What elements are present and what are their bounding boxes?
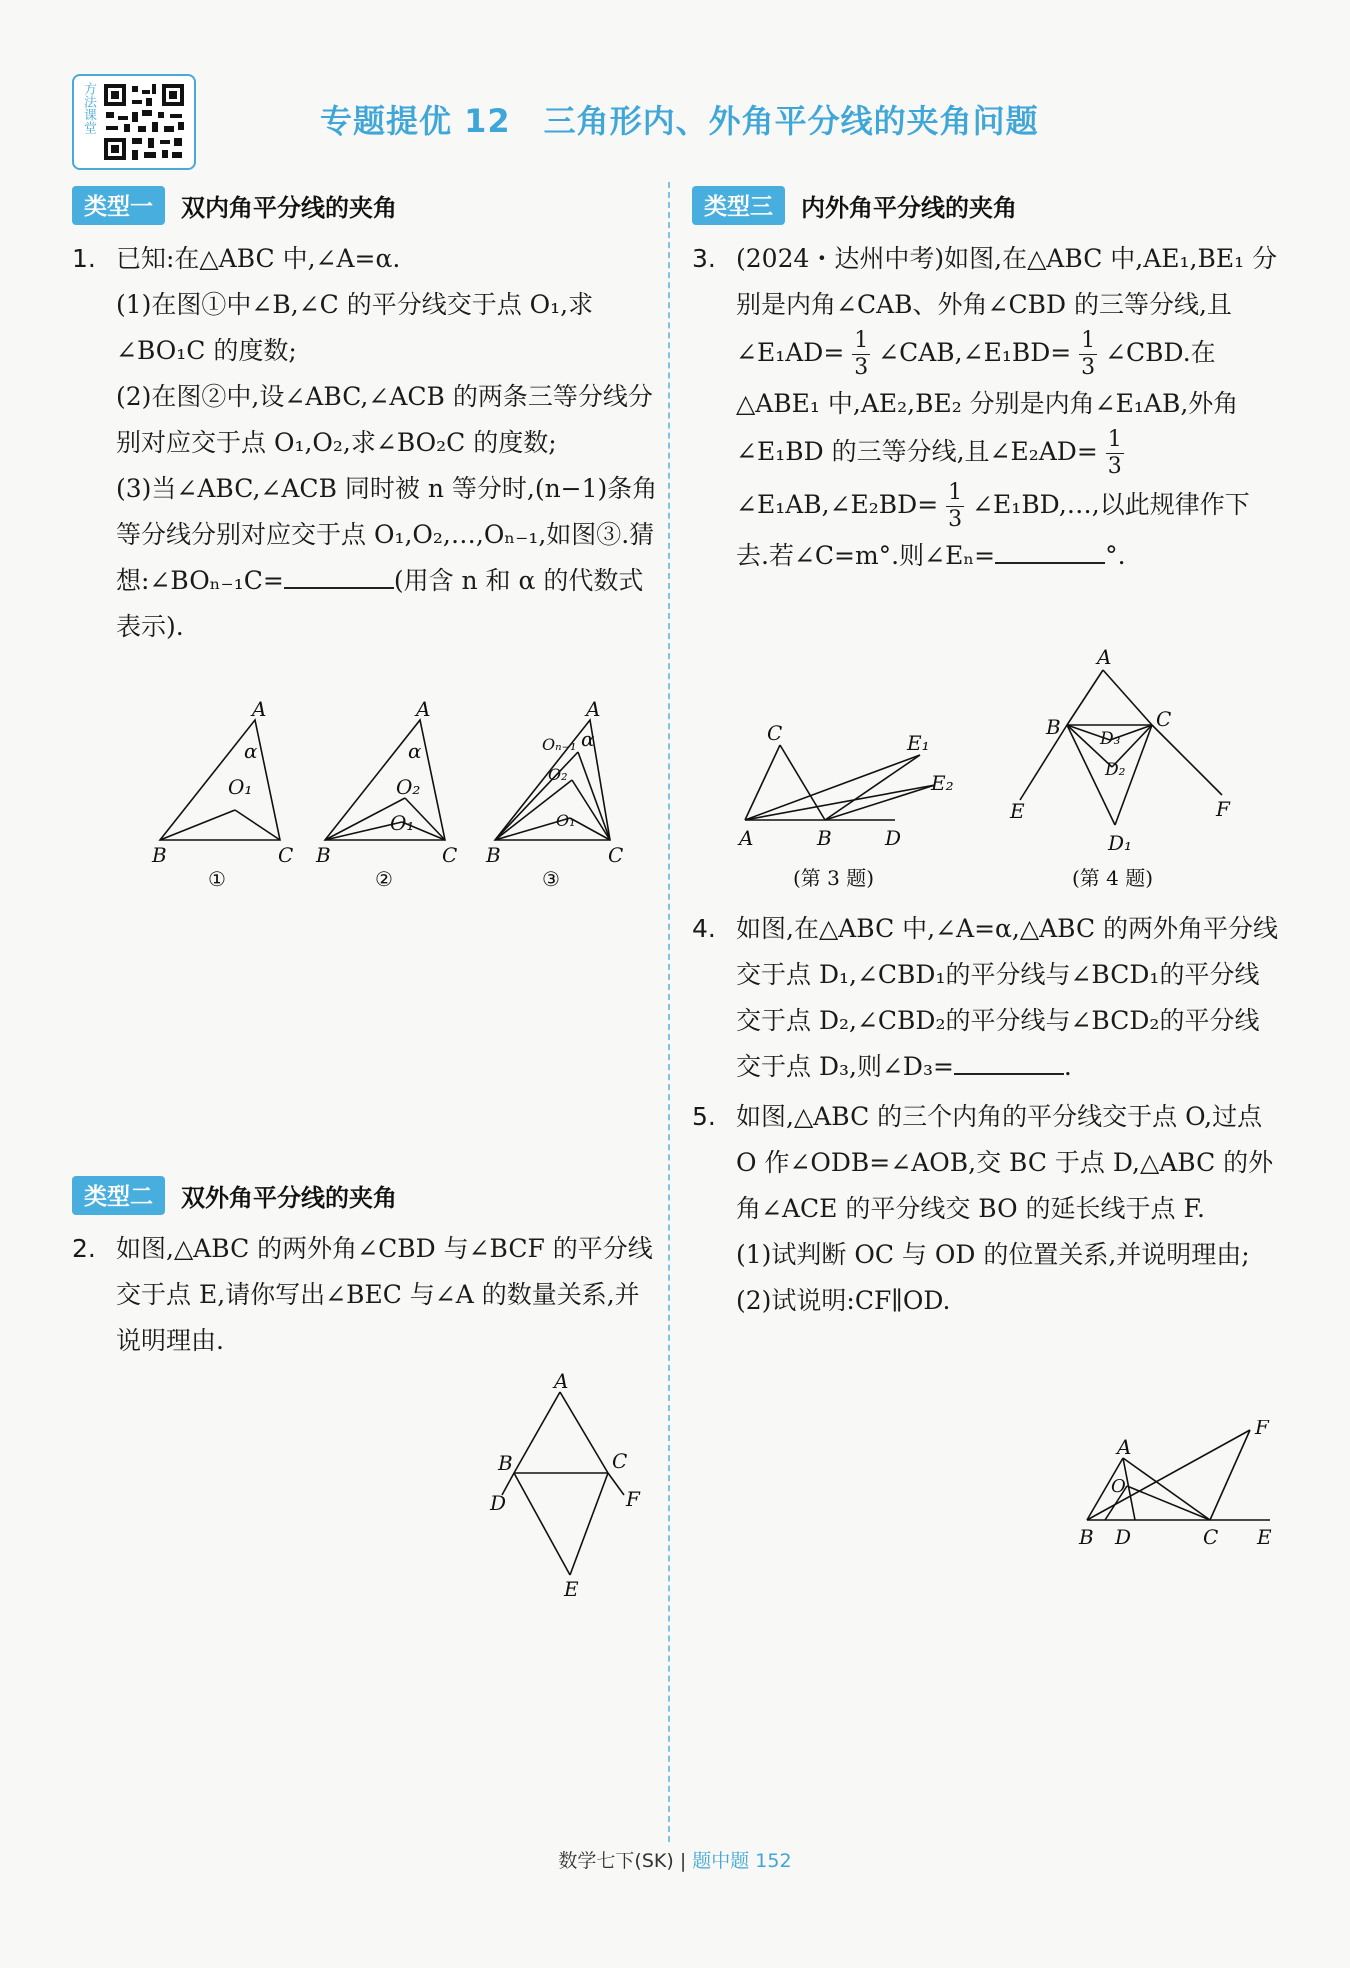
problem-text-a: (2024・达州中考)如图,在△ABC 中,AE₁,BE₁ 分别是内角∠CAB、外角∠CBD 的三等分线,且∠E₁AD= (736, 244, 1278, 367)
label-D: D (885, 826, 902, 850)
qr-code-icon (102, 82, 186, 162)
column-divider (668, 182, 670, 1842)
problem-3 (692, 236, 1282, 579)
page-footer (0, 1846, 1350, 1873)
label-F: F (1255, 1420, 1269, 1439)
fraction-one-third (1079, 328, 1097, 381)
type-badge: 类型三 (692, 186, 785, 225)
qr-label: 方法课堂 (81, 82, 96, 134)
section-header-type2 (72, 1176, 397, 1215)
problem-part-3 (116, 466, 662, 650)
fraction-one-third (1106, 427, 1124, 480)
problem-4 (692, 906, 1282, 1090)
type-badge: 类型一 (72, 186, 165, 225)
frac-num: 1 (1081, 328, 1096, 353)
problem-text-b: ∠CAB,∠E₁BD= (878, 338, 1072, 367)
frac-num: 1 (1107, 427, 1122, 452)
section-header-type3 (692, 186, 1017, 225)
label-O1: O₁ (228, 775, 253, 799)
figure-1-triangles (140, 700, 640, 900)
qr-code-badge[interactable] (72, 74, 196, 170)
label-alpha: α (408, 739, 422, 763)
frac-num: 1 (948, 480, 963, 505)
label-O: O (1111, 1476, 1126, 1497)
label-A: A (739, 826, 754, 850)
label-E: E (564, 1577, 579, 1601)
frac-den: 3 (1107, 454, 1122, 479)
caption-2: ② (375, 867, 393, 891)
section-header-type1 (72, 186, 397, 225)
frac-den: 3 (1081, 355, 1096, 380)
label-E1: E₁ (907, 731, 930, 755)
answer-blank[interactable] (954, 1047, 1064, 1075)
caption-problem-3: (第 3 题) (793, 866, 875, 890)
label-F: F (1216, 797, 1230, 821)
label-B: B (486, 843, 501, 867)
label-B: B (316, 843, 331, 867)
problem-text: 如图,△ABC 的两外角∠CBD 与∠BCF 的平分线交于点 E,请你写出∠BEC 与∠A 的数量关系,并说明理由. (116, 1234, 653, 1355)
problem-intro: 已知:在△ABC 中,∠A=α. (116, 244, 401, 273)
answer-blank[interactable] (995, 536, 1105, 564)
problem-part-1: (1)试判断 OC 与 OD 的位置关系,并说明理由; (736, 1240, 1250, 1269)
label-E2: E₂ (931, 771, 954, 795)
caption-problem-4: (第 4 题) (1072, 866, 1154, 890)
footer-book: 数学七下(SK) (558, 1850, 674, 1872)
label-C: C (767, 721, 783, 745)
problem-text-f: °. (1105, 541, 1126, 570)
type-badge: 类型二 (72, 1176, 165, 1215)
label-A: A (554, 1370, 569, 1393)
label-B: B (817, 826, 832, 850)
label-D3: D₃ (1100, 729, 1121, 749)
problem-text-d: ∠E₁AB,∠E₂BD= (736, 490, 939, 519)
label-C: C (1203, 1525, 1219, 1549)
label-C: C (608, 843, 624, 867)
caption-3: ③ (542, 867, 560, 891)
figure-problem-2 (480, 1370, 660, 1610)
problem-text-e: ∠E₁BD,…,以此规律作下去.若∠C=m°.则∠Eₙ= (736, 490, 1250, 570)
problem-number: 4. (692, 914, 716, 943)
label-D: D (1115, 1525, 1132, 1549)
label-A: A (252, 700, 267, 721)
figure-problem-3 (735, 640, 985, 900)
figure-problem-4 (1000, 640, 1260, 900)
frac-den: 3 (854, 355, 869, 380)
label-alpha: α (244, 739, 258, 763)
problem-part-2: (2)在图②中,设∠ABC,∠ACB 的两条三等分线分别对应交于点 O₁,O₂,求∠BO₂C 的度数; (116, 382, 653, 457)
figure-1-2 (315, 700, 457, 891)
label-C: C (1156, 707, 1172, 731)
caption-1: ① (208, 867, 226, 891)
fraction-one-third (946, 480, 964, 533)
label-D2: D₂ (1105, 760, 1126, 780)
figure-1-1 (151, 700, 293, 891)
figure-problem-5 (1075, 1420, 1295, 1560)
problem-number: 3. (692, 244, 716, 273)
label-O1: O₁ (390, 811, 415, 835)
problem-intro: 如图,△ABC 的三个内角的平分线交于点 O,过点 O 作∠ODB=∠AOB,交 BC 于点 D,△ABC 的外角∠ACE 的平分线交 BO 的延长线于点 F. (736, 1102, 1274, 1223)
problem-part-3-tail: (用含 n 和 α 的代数式表示). (116, 566, 644, 641)
label-On1: Oₙ₋₁ (542, 735, 577, 754)
label-B: B (152, 843, 167, 867)
type-title: 双外角平分线的夹角 (181, 1184, 397, 1212)
problem-text: 如图,在△ABC 中,∠A=α,△ABC 的两外角平分线交于点 D₁,∠CBD₁的平分线与∠BCD₁的平分线交于点 D₂,∠CBD₂的平分线与∠BCD₂的平分线交于点 D₃,则∠D₃= (736, 914, 1279, 1081)
label-B: B (1079, 1525, 1094, 1549)
label-C: C (612, 1449, 628, 1473)
label-O2: O₂ (396, 775, 421, 799)
label-F: F (626, 1487, 640, 1511)
type-title: 双内角平分线的夹角 (181, 194, 397, 222)
page-title: 专题提优 12 三角形内、外角平分线的夹角问题 (320, 102, 1039, 140)
footer-separator: | (673, 1850, 693, 1872)
problem-text-tail: . (1063, 1052, 1072, 1081)
problem-text-c: ∠CBD.在△ABE₁ 中,AE₂,BE₂ 分别是内角∠E₁AB,外角∠E₁BD 的三等分线,且∠E₂AD= (736, 338, 1239, 466)
label-D1: D₁ (1108, 831, 1133, 855)
footer-page: 题中题 152 (692, 1850, 792, 1872)
type-title: 内外角平分线的夹角 (801, 194, 1017, 222)
label-A: A (1117, 1435, 1132, 1459)
problem-number: 2. (72, 1234, 96, 1263)
label-C: C (278, 843, 294, 867)
answer-blank[interactable] (284, 561, 394, 589)
label-O2: O₂ (548, 765, 568, 784)
label-E: E (1010, 799, 1025, 823)
label-B: B (1046, 715, 1061, 739)
problem-number: 5. (692, 1102, 716, 1131)
label-B: B (498, 1451, 513, 1475)
label-A: A (416, 700, 431, 721)
label-A: A (1097, 645, 1112, 669)
problem-2 (72, 1226, 662, 1364)
figure-1-3 (485, 700, 623, 891)
label-C: C (442, 843, 458, 867)
problem-part-1: (1)在图①中∠B,∠C 的平分线交于点 O₁,求∠BO₁C 的度数; (116, 290, 594, 365)
label-A: A (586, 700, 601, 721)
label-alpha: α (581, 727, 595, 751)
problem-number: 1. (72, 244, 96, 273)
label-E: E (1257, 1525, 1272, 1549)
label-O1: O₁ (556, 811, 576, 830)
problem-5 (692, 1094, 1282, 1324)
frac-den: 3 (948, 507, 963, 532)
frac-num: 1 (854, 328, 869, 353)
problem-part-3-text: (3)当∠ABC,∠ACB 同时被 n 等分时,(n−1)条角等分线分别对应交于点 O₁,O₂,…,Oₙ₋₁,如图③.猜想:∠BOₙ₋₁C= (116, 474, 658, 595)
label-D: D (490, 1491, 507, 1515)
problem-part-2: (2)试说明:CF∥OD. (736, 1286, 951, 1315)
fraction-one-third (852, 328, 870, 381)
problem-1 (72, 236, 662, 650)
